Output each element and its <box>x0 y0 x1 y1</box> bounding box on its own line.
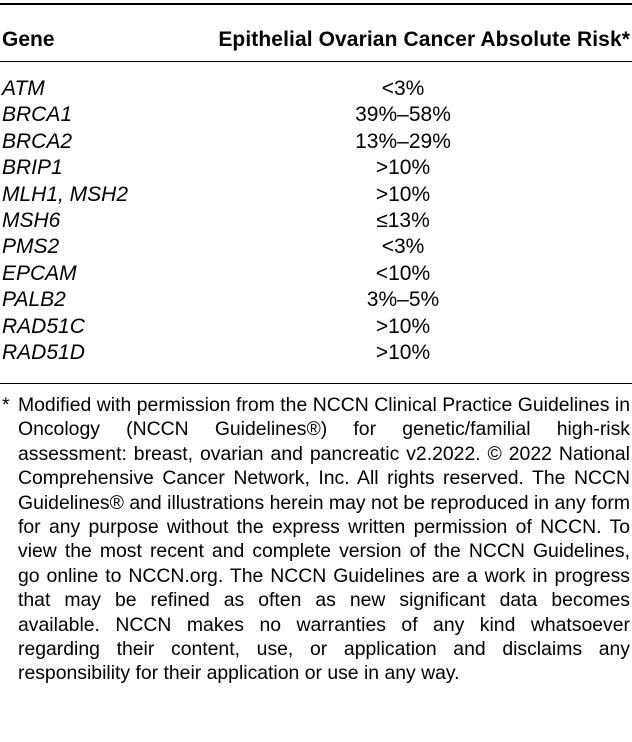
table-row <box>0 234 632 260</box>
risk-cell: ≤13% <box>376 208 430 232</box>
table-bottom-rule <box>0 383 632 384</box>
table-row <box>0 261 632 287</box>
risk-cell: >10% <box>375 340 431 364</box>
gene-cell: BRCA1 <box>2 103 73 127</box>
risk-cell: <3% <box>381 235 425 259</box>
table-top-rule <box>0 3 632 5</box>
header-risk: Epithelial Ovarian Cancer Absolute Risk* <box>218 28 630 51</box>
table-row <box>0 76 632 102</box>
table-row <box>0 340 632 366</box>
table-row <box>0 155 632 181</box>
gene-cell: ATM <box>2 77 45 100</box>
gene-cell: RAD51D <box>2 340 85 364</box>
table-row <box>0 208 632 234</box>
footnote-text: Modified with permission from the NCCN Clinical Practice Guidelines in Oncology (NCCN Guidelines®) for genetic/familial high-risk assessment: breast, ovarian and pancreatic v2.2022. © 2022 National Comprehensive Cancer Network, Inc. All rights reserved. The NCCN Guidelines® and illustrations herein may not be reproduced in any form for any purpose without the express written permission of NCCN. To view the most recent and complete version of the NCCN Guidelines, go online to NCCN.org. The NCCN Guidelines are a work in progress that may be refined as often as new significant data becomes available. NCCN makes no warranties of any kind whatsoever regarding their content, use, or application and disclaims any responsibility for their application or use in any way. <box>18 394 630 685</box>
gene-cell: BRIP1 <box>2 156 63 180</box>
risk-cell: >10% <box>375 182 431 206</box>
risk-cell: >10% <box>375 156 431 180</box>
table-header <box>0 24 632 56</box>
risk-cell: <10% <box>375 261 431 285</box>
risk-cell: 13%–29% <box>355 129 451 153</box>
gene-cell: EPCAM <box>2 261 77 285</box>
gene-cell: PMS2 <box>2 235 60 259</box>
table-body <box>0 76 632 366</box>
risk-cell: <3% <box>381 77 425 100</box>
gene-cell: MLH1, MSH2 <box>2 182 129 206</box>
risk-cell: 3%–5% <box>366 288 440 312</box>
footnote-mark: * <box>2 394 10 416</box>
gene-cell: PALB2 <box>2 288 66 312</box>
table-footnote <box>0 393 632 686</box>
gene-cell: MSH6 <box>2 208 61 232</box>
table-row <box>0 314 632 340</box>
table-header-rule <box>0 61 632 62</box>
table-row <box>0 129 632 155</box>
table-row <box>0 182 632 208</box>
header-gene: Gene <box>2 28 55 51</box>
risk-cell: >10% <box>375 314 431 338</box>
gene-cell: BRCA2 <box>2 129 73 153</box>
table-row <box>0 102 632 128</box>
gene-cell: RAD51C <box>2 314 85 338</box>
risk-cell: 39%–58% <box>355 103 451 127</box>
table-row <box>0 287 632 313</box>
